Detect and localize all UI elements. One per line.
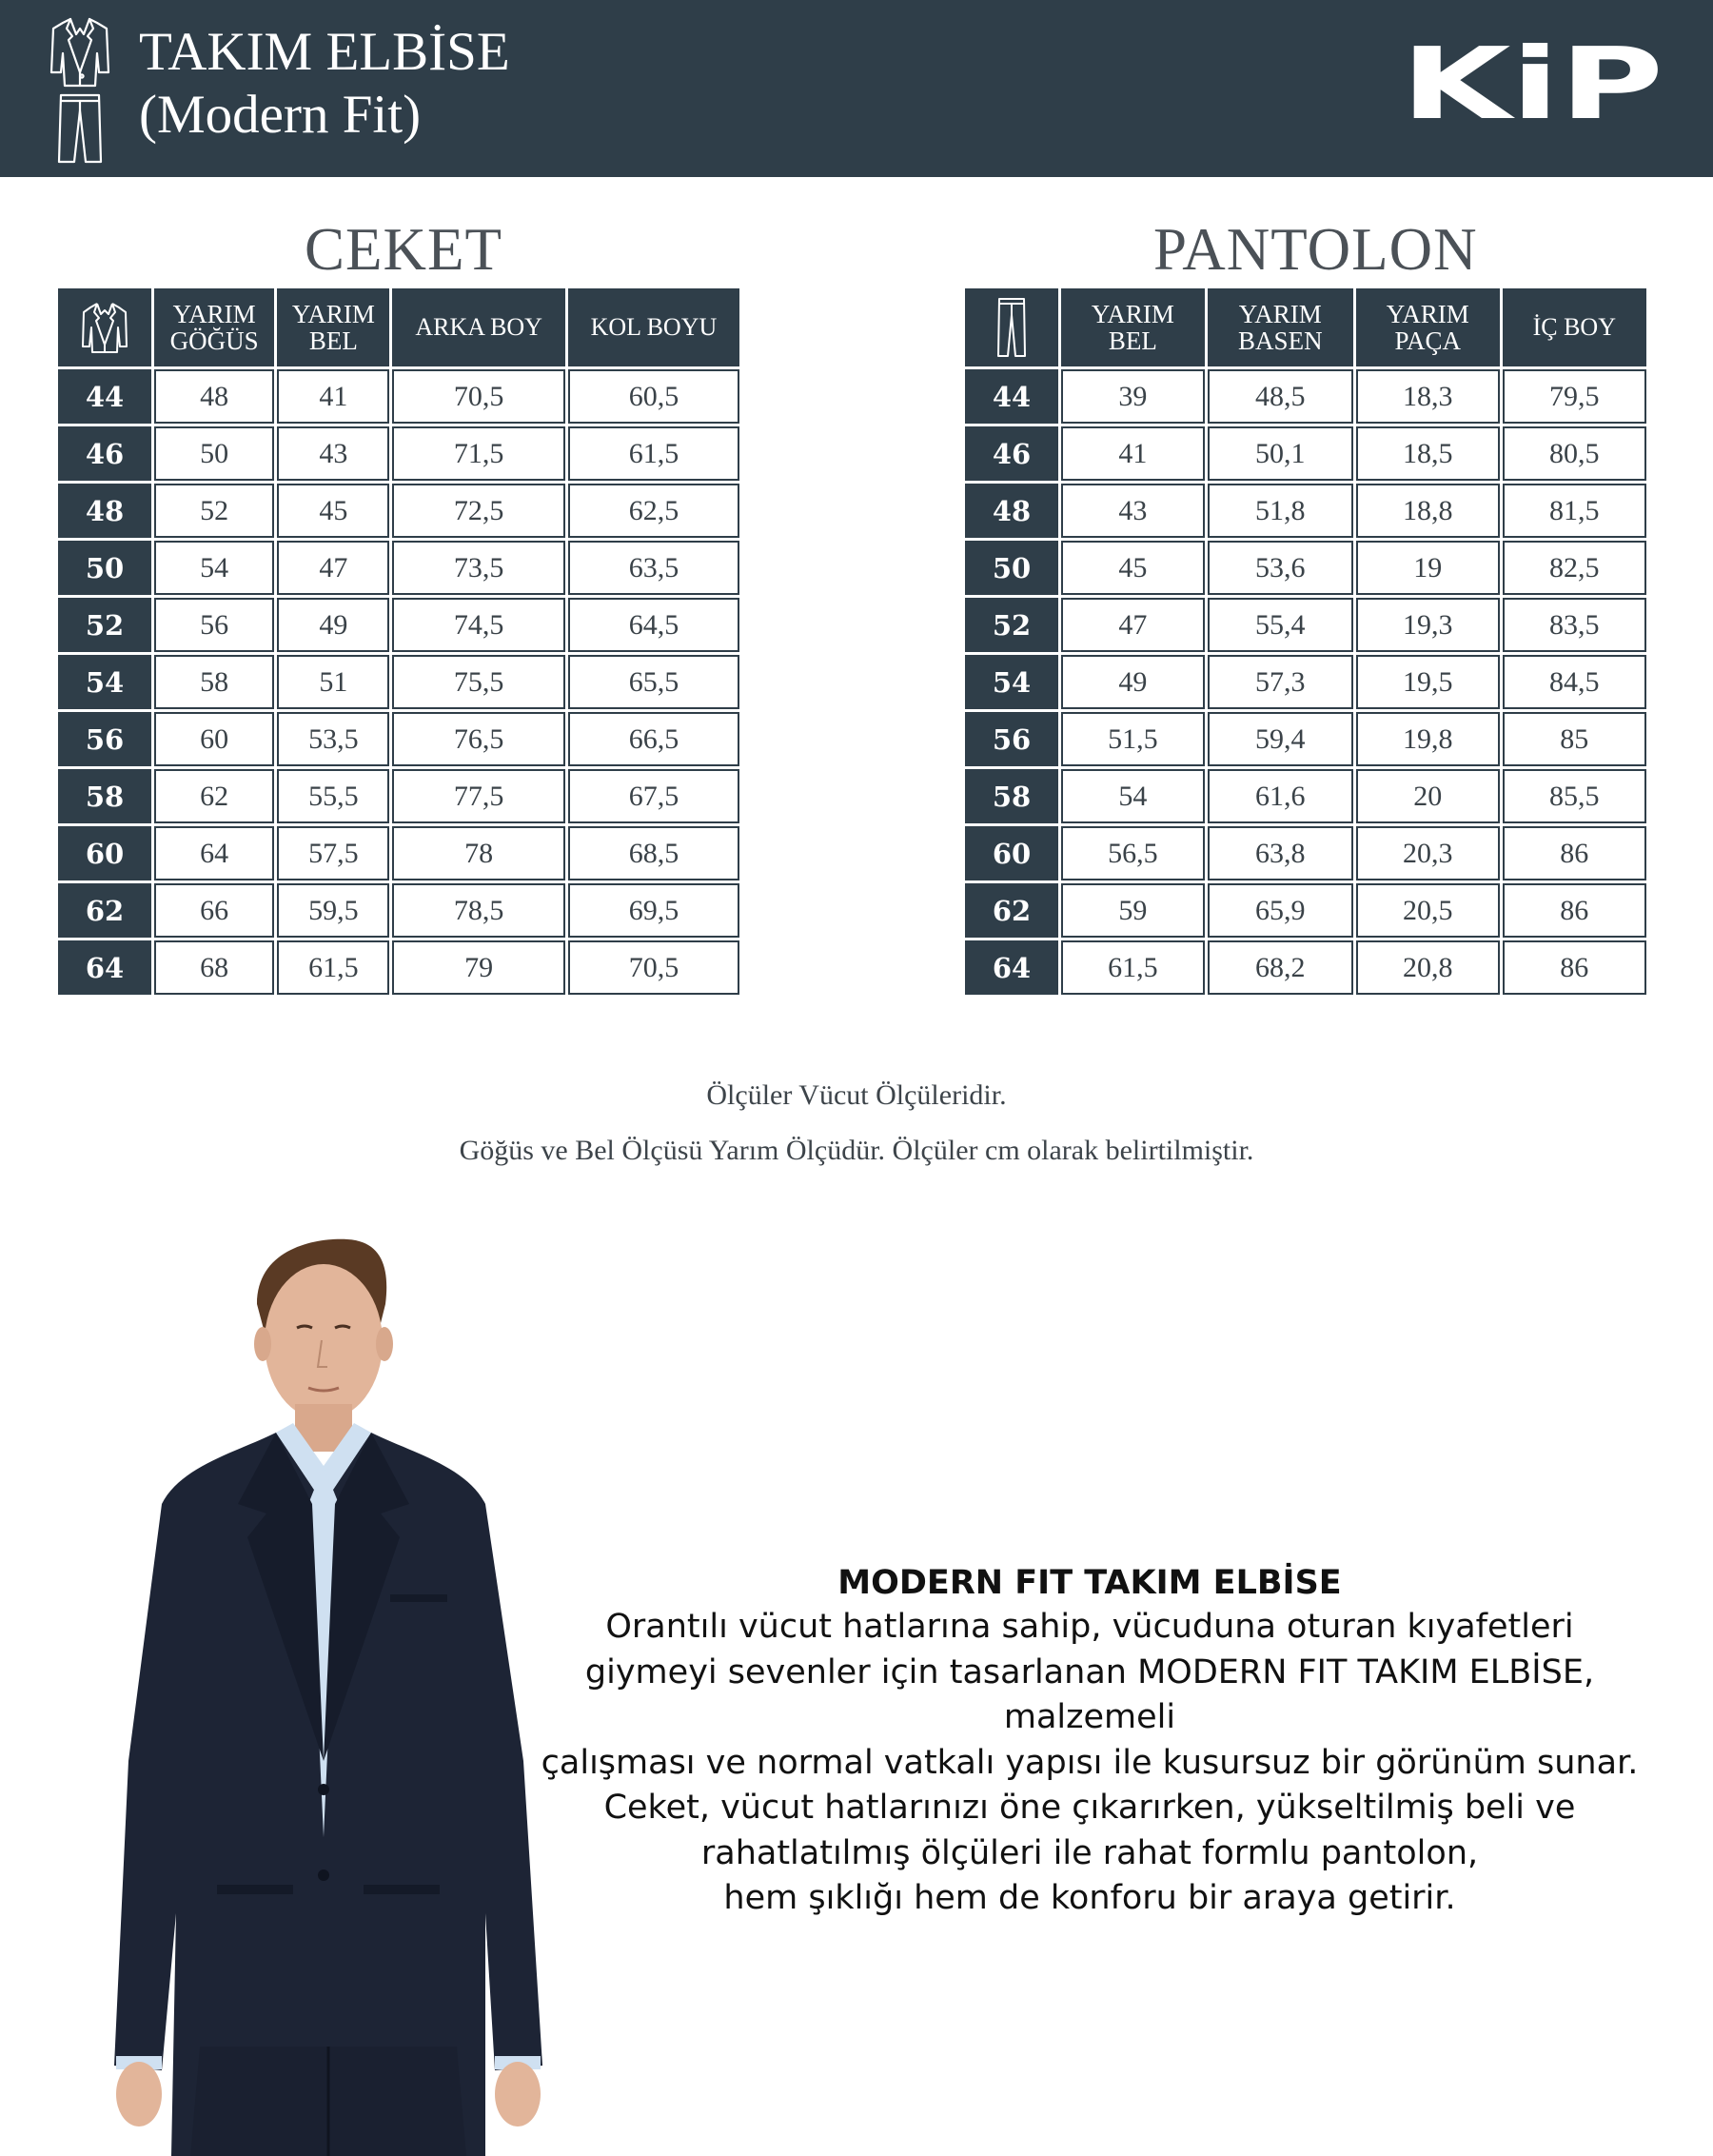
jacket-col-sleeve-length: KOL BOYU — [568, 288, 739, 366]
header-bar — [0, 0, 1713, 177]
trousers-size-row — [965, 826, 1646, 880]
size-label: 48 — [58, 484, 151, 538]
measurement-cell: 49 — [1061, 655, 1205, 709]
measurement-cell: 20,8 — [1356, 940, 1500, 995]
measurement-cell: 75,5 — [392, 655, 564, 709]
measurement-cell: 59,4 — [1208, 712, 1353, 766]
description-line: Orantılı vücut hatlarına sahip, vücuduna oturan kıyafetleri — [605, 1608, 1574, 1646]
measurement-cell: 66 — [154, 883, 274, 938]
trousers-header-icon-cell — [965, 288, 1058, 366]
measurement-cell: 45 — [277, 484, 389, 538]
jacket-size-row — [58, 883, 739, 938]
measurement-cell: 79,5 — [1503, 369, 1646, 424]
jacket-size-row — [58, 655, 739, 709]
size-label: 58 — [965, 769, 1058, 823]
measurement-cell: 61,6 — [1208, 769, 1353, 823]
measurement-cell: 63,5 — [568, 541, 739, 595]
brand-text: KiP — [1401, 40, 1664, 128]
trousers-section-title: PANTOLON — [1153, 216, 1478, 283]
measurement-cell: 71,5 — [392, 426, 564, 481]
measurement-cell: 48,5 — [1208, 369, 1353, 424]
measurement-cell: 49 — [277, 598, 389, 652]
trousers-size-row — [965, 940, 1646, 995]
measurement-cell: 68,5 — [568, 826, 739, 880]
size-label: 54 — [965, 655, 1058, 709]
measurement-cell: 70,5 — [568, 940, 739, 995]
measurement-cell: 67,5 — [568, 769, 739, 823]
size-label: 60 — [965, 826, 1058, 880]
measurement-cell: 20,5 — [1356, 883, 1500, 938]
measurement-cell: 57,3 — [1208, 655, 1353, 709]
jacket-header-icon-cell — [58, 288, 151, 366]
trousers-col-half-hip: YARIM BASEN — [1208, 288, 1353, 366]
measurement-cell: 19,3 — [1356, 598, 1500, 652]
measurement-cell: 62 — [154, 769, 274, 823]
jacket-size-row — [58, 712, 739, 766]
jacket-section-title: CEKET — [305, 216, 502, 283]
measurement-cell: 86 — [1503, 883, 1646, 938]
measurement-cell: 80,5 — [1503, 426, 1646, 481]
trousers-size-table — [962, 286, 1649, 998]
measurement-cell: 68 — [154, 940, 274, 995]
trousers-icon — [995, 296, 1028, 359]
measurement-cell: 51 — [277, 655, 389, 709]
size-label: 54 — [58, 655, 151, 709]
size-label: 64 — [58, 940, 151, 995]
measurement-cell: 81,5 — [1503, 484, 1646, 538]
size-label: 52 — [965, 598, 1058, 652]
measurement-cell: 61,5 — [568, 426, 739, 481]
trousers-size-row — [965, 655, 1646, 709]
size-label: 44 — [58, 369, 151, 424]
jacket-size-row — [58, 940, 739, 995]
measurement-cell: 85,5 — [1503, 769, 1646, 823]
measurement-cell: 51,8 — [1208, 484, 1353, 538]
measurement-cell: 77,5 — [392, 769, 564, 823]
trousers-size-row — [965, 541, 1646, 595]
title-line-2: (Modern Fit) — [139, 85, 422, 145]
measurement-cell: 59,5 — [277, 883, 389, 938]
trousers-col-inseam: İÇ BOY — [1503, 288, 1646, 366]
measurement-cell: 61,5 — [1061, 940, 1205, 995]
measurement-cell: 47 — [1061, 598, 1205, 652]
measurement-cell: 85 — [1503, 712, 1646, 766]
jacket-col-back-length: ARKA BOY — [392, 288, 564, 366]
size-label: 62 — [58, 883, 151, 938]
jacket-size-row — [58, 369, 739, 424]
jacket-size-table — [55, 286, 742, 998]
measurement-cell: 65,5 — [568, 655, 739, 709]
measurement-cell: 51,5 — [1061, 712, 1205, 766]
measurement-cell: 19 — [1356, 541, 1500, 595]
jacket-col-half-chest: YARIM GÖĞÜS — [154, 288, 274, 366]
measurement-cell: 19,5 — [1356, 655, 1500, 709]
trousers-size-row — [965, 484, 1646, 538]
trousers-col-half-hem: YARIM PAÇA — [1356, 288, 1500, 366]
measurement-cell: 59 — [1061, 883, 1205, 938]
description-line: çalışması ve normal vatkalı yapısı ile kusursuz bir görünüm sunar. — [541, 1743, 1639, 1782]
trousers-size-row — [965, 769, 1646, 823]
jacket-header-row — [58, 288, 739, 366]
measurement-cell: 47 — [277, 541, 389, 595]
description-line: rahatlatılmış ölçüleri ile rahat formlu pantolon, — [700, 1833, 1479, 1872]
measurement-cell: 60 — [154, 712, 274, 766]
size-label: 56 — [965, 712, 1058, 766]
measurement-cell: 70,5 — [392, 369, 564, 424]
trousers-size-row — [965, 426, 1646, 481]
product-description — [533, 1561, 1646, 1922]
trousers-size-row — [965, 598, 1646, 652]
note-half-measurements: Göğüs ve Bel Ölçüsü Yarım Ölçüdür. Ölçüler cm olarak belirtilmiştir. — [459, 1135, 1254, 1166]
measurement-cell: 53,5 — [277, 712, 389, 766]
jacket-col-half-waist: YARIM BEL — [277, 288, 389, 366]
measurement-cell: 50 — [154, 426, 274, 481]
measurement-cell: 57,5 — [277, 826, 389, 880]
measurement-cell: 78 — [392, 826, 564, 880]
trousers-size-row — [965, 712, 1646, 766]
measurement-cell: 56 — [154, 598, 274, 652]
size-label: 50 — [965, 541, 1058, 595]
size-label: 58 — [58, 769, 151, 823]
measurement-cell: 45 — [1061, 541, 1205, 595]
measurement-cell: 72,5 — [392, 484, 564, 538]
measurement-cell: 64 — [154, 826, 274, 880]
jacket-size-row — [58, 484, 739, 538]
measurement-cell: 20,3 — [1356, 826, 1500, 880]
size-label: 64 — [965, 940, 1058, 995]
measurement-cell: 55,4 — [1208, 598, 1353, 652]
size-label: 56 — [58, 712, 151, 766]
measurement-cell: 20 — [1356, 769, 1500, 823]
measurement-cell: 83,5 — [1503, 598, 1646, 652]
jacket-size-row — [58, 598, 739, 652]
measurement-cell: 60,5 — [568, 369, 739, 424]
measurement-cell: 18,8 — [1356, 484, 1500, 538]
measurement-cell: 18,3 — [1356, 369, 1500, 424]
measurement-cell: 78,5 — [392, 883, 564, 938]
measurement-cell: 66,5 — [568, 712, 739, 766]
size-label: 52 — [58, 598, 151, 652]
size-label: 44 — [965, 369, 1058, 424]
measurement-cell: 84,5 — [1503, 655, 1646, 709]
size-label: 62 — [965, 883, 1058, 938]
measurement-cell: 63,8 — [1208, 826, 1353, 880]
measurement-cell: 61,5 — [277, 940, 389, 995]
kip-logo — [1401, 40, 1664, 128]
measurement-cell: 39 — [1061, 369, 1205, 424]
measurement-cell: 79 — [392, 940, 564, 995]
measurement-cell: 19,8 — [1356, 712, 1500, 766]
measurement-cell: 43 — [1061, 484, 1205, 538]
measurement-cell: 65,9 — [1208, 883, 1353, 938]
measurement-cell: 50,1 — [1208, 426, 1353, 481]
measurement-cell: 58 — [154, 655, 274, 709]
suit-icon — [48, 15, 112, 164]
measurement-cell: 54 — [1061, 769, 1205, 823]
jacket-size-row — [58, 541, 739, 595]
size-label: 50 — [58, 541, 151, 595]
measurement-cell: 86 — [1503, 826, 1646, 880]
jacket-icon — [81, 301, 128, 354]
measurement-cell: 18,5 — [1356, 426, 1500, 481]
measurement-cell: 74,5 — [392, 598, 564, 652]
description-heading: MODERN FIT TAKIM ELBİSE — [837, 1564, 1342, 1602]
page-title — [139, 21, 510, 147]
measurement-cell: 73,5 — [392, 541, 564, 595]
size-label: 46 — [965, 426, 1058, 481]
description-line: hem şıklığı hem de konforu bir araya getirir. — [723, 1879, 1456, 1917]
measurement-cell: 53,6 — [1208, 541, 1353, 595]
description-line: Ceket, vücut hatlarınızı öne çıkarırken, yükseltilmiş beli ve — [603, 1789, 1576, 1827]
size-label: 48 — [965, 484, 1058, 538]
model-photo — [95, 1228, 590, 2156]
measurement-cell: 64,5 — [568, 598, 739, 652]
note-body-measurements: Ölçüler Vücut Ölçüleridir. — [706, 1079, 1007, 1111]
measurement-cell: 48 — [154, 369, 274, 424]
measurement-cell: 41 — [277, 369, 389, 424]
measurement-cell: 56,5 — [1061, 826, 1205, 880]
measurement-cell: 69,5 — [568, 883, 739, 938]
measurement-cell: 86 — [1503, 940, 1646, 995]
trousers-col-half-waist: YARIM BEL — [1061, 288, 1205, 366]
trousers-header-row — [965, 288, 1646, 366]
size-label: 46 — [58, 426, 151, 481]
jacket-size-row — [58, 769, 739, 823]
trousers-size-row — [965, 883, 1646, 938]
measurement-cell: 82,5 — [1503, 541, 1646, 595]
measurement-cell: 76,5 — [392, 712, 564, 766]
measurement-cell: 55,5 — [277, 769, 389, 823]
jacket-size-row — [58, 826, 739, 880]
jacket-size-row — [58, 426, 739, 481]
measurement-cell: 52 — [154, 484, 274, 538]
measurement-cell: 41 — [1061, 426, 1205, 481]
title-line-1: TAKIM ELBİSE — [139, 22, 510, 82]
measurement-cell: 68,2 — [1208, 940, 1353, 995]
measurement-cell: 62,5 — [568, 484, 739, 538]
measurement-cell: 43 — [277, 426, 389, 481]
size-label: 60 — [58, 826, 151, 880]
measurement-cell: 54 — [154, 541, 274, 595]
trousers-size-row — [965, 369, 1646, 424]
description-line: giymeyi sevenler için tasarlanan MODERN FIT TAKIM ELBİSE, malzemeli — [584, 1652, 1595, 1736]
